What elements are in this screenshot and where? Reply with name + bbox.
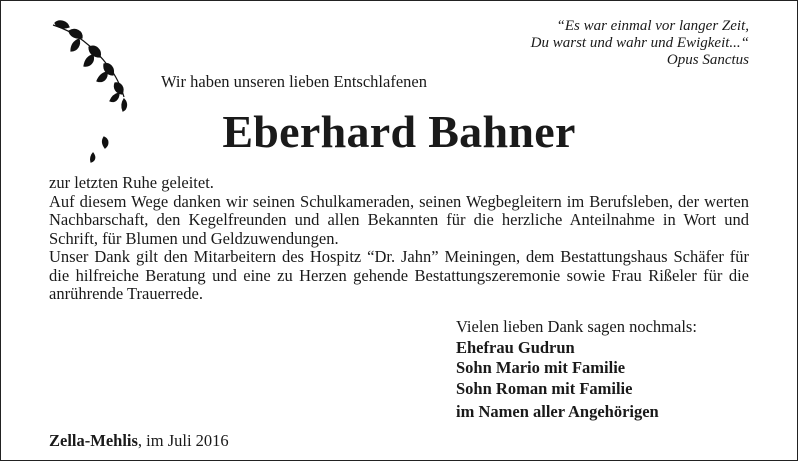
intro-text: Wir haben unseren lieben Entschlafenen — [161, 72, 427, 91]
signer-2: Sohn Mario mit Familie — [456, 358, 626, 377]
epigraph-quote — [531, 18, 749, 69]
place-date-text: , im Juli 2016 — [137, 431, 229, 450]
deceased-name: Eberhard Bahner — [222, 106, 576, 157]
body-text — [49, 174, 749, 304]
paragraph-3: Unser Dank gilt den Mitarbeitern des Hospitz “Dr. Jahn” Meiningen, dem Bestattungshaus Schäfer für die hilfreiche Beratung und eine zu Herzen gehende Bestattungszeremonie sowie Frau Rißeler für die anrührende Trauerrede. — [49, 247, 749, 303]
quote-line-2: Du warst und wahr und Ewigkeit...“ — [530, 35, 749, 51]
signers-lead: Vielen lieben Dank sagen nochmals: — [456, 317, 697, 336]
signer-1: Ehefrau Gudrun — [456, 337, 575, 357]
paragraph-2: Auf diesem Wege danken wir seinen Schulkameraden, seinen Wegbegleitern im Berufsleben, der werten Nachbarschaft, den Kegelfreunden und allen Bekannten für die herzliche Anteilnahme in Wort und Schrift, für Blumen und Geldzuwendungen. — [49, 191, 749, 248]
place-city: Zella-Mehlis — [49, 431, 138, 450]
signers-block — [456, 317, 697, 423]
paragraph-1: zur letzten Ruhe geleitet. — [49, 173, 214, 192]
place-date — [49, 431, 229, 451]
signers-closing: im Namen aller Angehörigen — [456, 402, 659, 421]
signer-3: Sohn Roman mit Familie — [456, 378, 633, 398]
quote-line-1: “Es war einmal vor langer Zeit, — [556, 18, 749, 34]
quote-author: Opus Sanctus — [666, 52, 749, 68]
